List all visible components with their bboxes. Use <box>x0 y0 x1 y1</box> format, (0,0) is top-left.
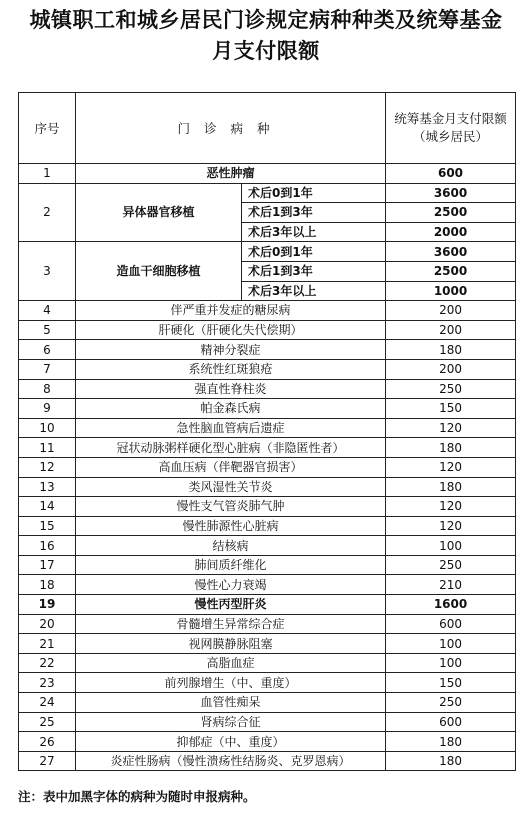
table-row <box>19 673 516 693</box>
table-row <box>19 477 516 497</box>
table-row <box>19 183 516 203</box>
row-amount: 600 <box>386 712 516 732</box>
table-row <box>19 497 516 517</box>
table-row <box>19 438 516 458</box>
row-index: 14 <box>19 497 76 517</box>
header-index: 序号 <box>19 93 76 164</box>
row-disease: 精神分裂症 <box>76 340 386 360</box>
table-row <box>19 320 516 340</box>
row-sub-period: 术后0到1年 <box>242 183 386 203</box>
table-row <box>19 359 516 379</box>
row-disease: 系统性红斑狼疮 <box>76 359 386 379</box>
row-amount: 100 <box>386 536 516 556</box>
row-amount: 120 <box>386 516 516 536</box>
row-amount: 180 <box>386 732 516 752</box>
row-index: 1 <box>19 164 76 184</box>
row-index: 12 <box>19 457 76 477</box>
row-amount: 200 <box>386 320 516 340</box>
table-row <box>19 242 516 262</box>
row-index: 18 <box>19 575 76 595</box>
row-disease: 前列腺增生（中、重度） <box>76 673 386 693</box>
table-row <box>19 516 516 536</box>
row-amount: 3600 <box>386 242 516 262</box>
row-index: 22 <box>19 653 76 673</box>
row-disease: 慢性丙型肝炎 <box>76 595 386 615</box>
row-disease: 视网膜静脉阻塞 <box>76 634 386 654</box>
table-row <box>19 732 516 752</box>
row-disease: 高血压病（伴靶器官损害） <box>76 457 386 477</box>
row-index: 2 <box>19 183 76 242</box>
row-disease: 慢性支气管炎肺气肿 <box>76 497 386 517</box>
row-disease: 抑郁症（中、重度） <box>76 732 386 752</box>
row-index: 11 <box>19 438 76 458</box>
row-amount: 200 <box>386 359 516 379</box>
row-index: 7 <box>19 359 76 379</box>
row-index: 16 <box>19 536 76 556</box>
row-amount: 3600 <box>386 183 516 203</box>
row-disease: 结核病 <box>76 536 386 556</box>
row-amount: 600 <box>386 164 516 184</box>
row-sub-period: 术后1到3年 <box>242 261 386 281</box>
row-index: 5 <box>19 320 76 340</box>
row-sub-period: 术后0到1年 <box>242 242 386 262</box>
row-disease: 炎症性肠病（慢性溃疡性结肠炎、克罗恩病） <box>76 751 386 771</box>
row-amount: 120 <box>386 418 516 438</box>
table-body <box>19 164 516 771</box>
row-disease: 类风湿性关节炎 <box>76 477 386 497</box>
row-amount: 1600 <box>386 595 516 615</box>
table-row <box>19 634 516 654</box>
row-index: 15 <box>19 516 76 536</box>
row-amount: 250 <box>386 693 516 713</box>
row-amount: 100 <box>386 634 516 654</box>
row-disease: 急性脑血管病后遗症 <box>76 418 386 438</box>
table-row <box>19 614 516 634</box>
row-index: 6 <box>19 340 76 360</box>
title-line-1: 城镇职工和城乡居民门诊规定病种种类及统筹基金 <box>29 7 503 32</box>
table-row <box>19 536 516 556</box>
table-row <box>19 595 516 615</box>
row-index: 10 <box>19 418 76 438</box>
row-disease: 肺间质纤维化 <box>76 555 386 575</box>
row-index: 17 <box>19 555 76 575</box>
row-amount: 210 <box>386 575 516 595</box>
row-sub-period: 术后3年以上 <box>242 281 386 301</box>
table-row <box>19 712 516 732</box>
row-disease: 伴严重并发症的糖尿病 <box>76 301 386 321</box>
row-disease: 骨髓增生异常综合症 <box>76 614 386 634</box>
row-disease: 肾病综合征 <box>76 712 386 732</box>
row-index: 25 <box>19 712 76 732</box>
document-title <box>0 4 532 66</box>
row-amount: 100 <box>386 653 516 673</box>
row-disease: 慢性心力衰竭 <box>76 575 386 595</box>
table-row <box>19 340 516 360</box>
row-amount: 600 <box>386 614 516 634</box>
row-index: 4 <box>19 301 76 321</box>
header-limit: 统筹基金月支付限额（城乡居民） <box>386 93 516 164</box>
row-amount: 250 <box>386 379 516 399</box>
row-disease: 造血干细胞移植 <box>76 242 242 301</box>
row-amount: 180 <box>386 751 516 771</box>
row-sub-period: 术后3年以上 <box>242 222 386 242</box>
row-amount: 120 <box>386 497 516 517</box>
row-amount: 1000 <box>386 281 516 301</box>
row-index: 3 <box>19 242 76 301</box>
row-amount: 150 <box>386 399 516 419</box>
row-disease: 肝硬化（肝硬化失代偿期） <box>76 320 386 340</box>
row-disease: 帕金森氏病 <box>76 399 386 419</box>
table-row <box>19 418 516 438</box>
row-amount: 250 <box>386 555 516 575</box>
table-row <box>19 399 516 419</box>
row-disease: 强直性脊柱炎 <box>76 379 386 399</box>
row-amount: 2500 <box>386 261 516 281</box>
row-amount: 2500 <box>386 203 516 223</box>
row-index: 23 <box>19 673 76 693</box>
row-index: 24 <box>19 693 76 713</box>
table-note: 注：表中加黑字体的病种为随时申报病种。 <box>18 789 256 804</box>
row-index: 27 <box>19 751 76 771</box>
row-disease: 冠状动脉粥样硬化型心脏病（非隐匿性者） <box>76 438 386 458</box>
table-row <box>19 301 516 321</box>
row-index: 8 <box>19 379 76 399</box>
table-row <box>19 457 516 477</box>
header-disease: 门诊病种 <box>76 93 386 164</box>
row-index: 13 <box>19 477 76 497</box>
row-amount: 180 <box>386 477 516 497</box>
row-index: 20 <box>19 614 76 634</box>
title-line-2: 月支付限额 <box>212 38 320 63</box>
row-amount: 2000 <box>386 222 516 242</box>
row-disease: 慢性肺源性心脏病 <box>76 516 386 536</box>
row-index: 9 <box>19 399 76 419</box>
disease-limit-table <box>18 92 516 771</box>
table-row <box>19 379 516 399</box>
table-row <box>19 164 516 184</box>
row-amount: 200 <box>386 301 516 321</box>
table-row <box>19 575 516 595</box>
row-index: 21 <box>19 634 76 654</box>
table-row <box>19 693 516 713</box>
table-row <box>19 555 516 575</box>
row-amount: 150 <box>386 673 516 693</box>
row-disease: 异体器官移植 <box>76 183 242 242</box>
row-index: 19 <box>19 595 76 615</box>
row-disease: 血管性痴呆 <box>76 693 386 713</box>
row-amount: 180 <box>386 438 516 458</box>
table-row <box>19 751 516 771</box>
row-sub-period: 术后1到3年 <box>242 203 386 223</box>
row-amount: 120 <box>386 457 516 477</box>
row-index: 26 <box>19 732 76 752</box>
row-disease: 高脂血症 <box>76 653 386 673</box>
row-disease: 恶性肿瘤 <box>76 164 386 184</box>
row-amount: 180 <box>386 340 516 360</box>
table-row <box>19 653 516 673</box>
